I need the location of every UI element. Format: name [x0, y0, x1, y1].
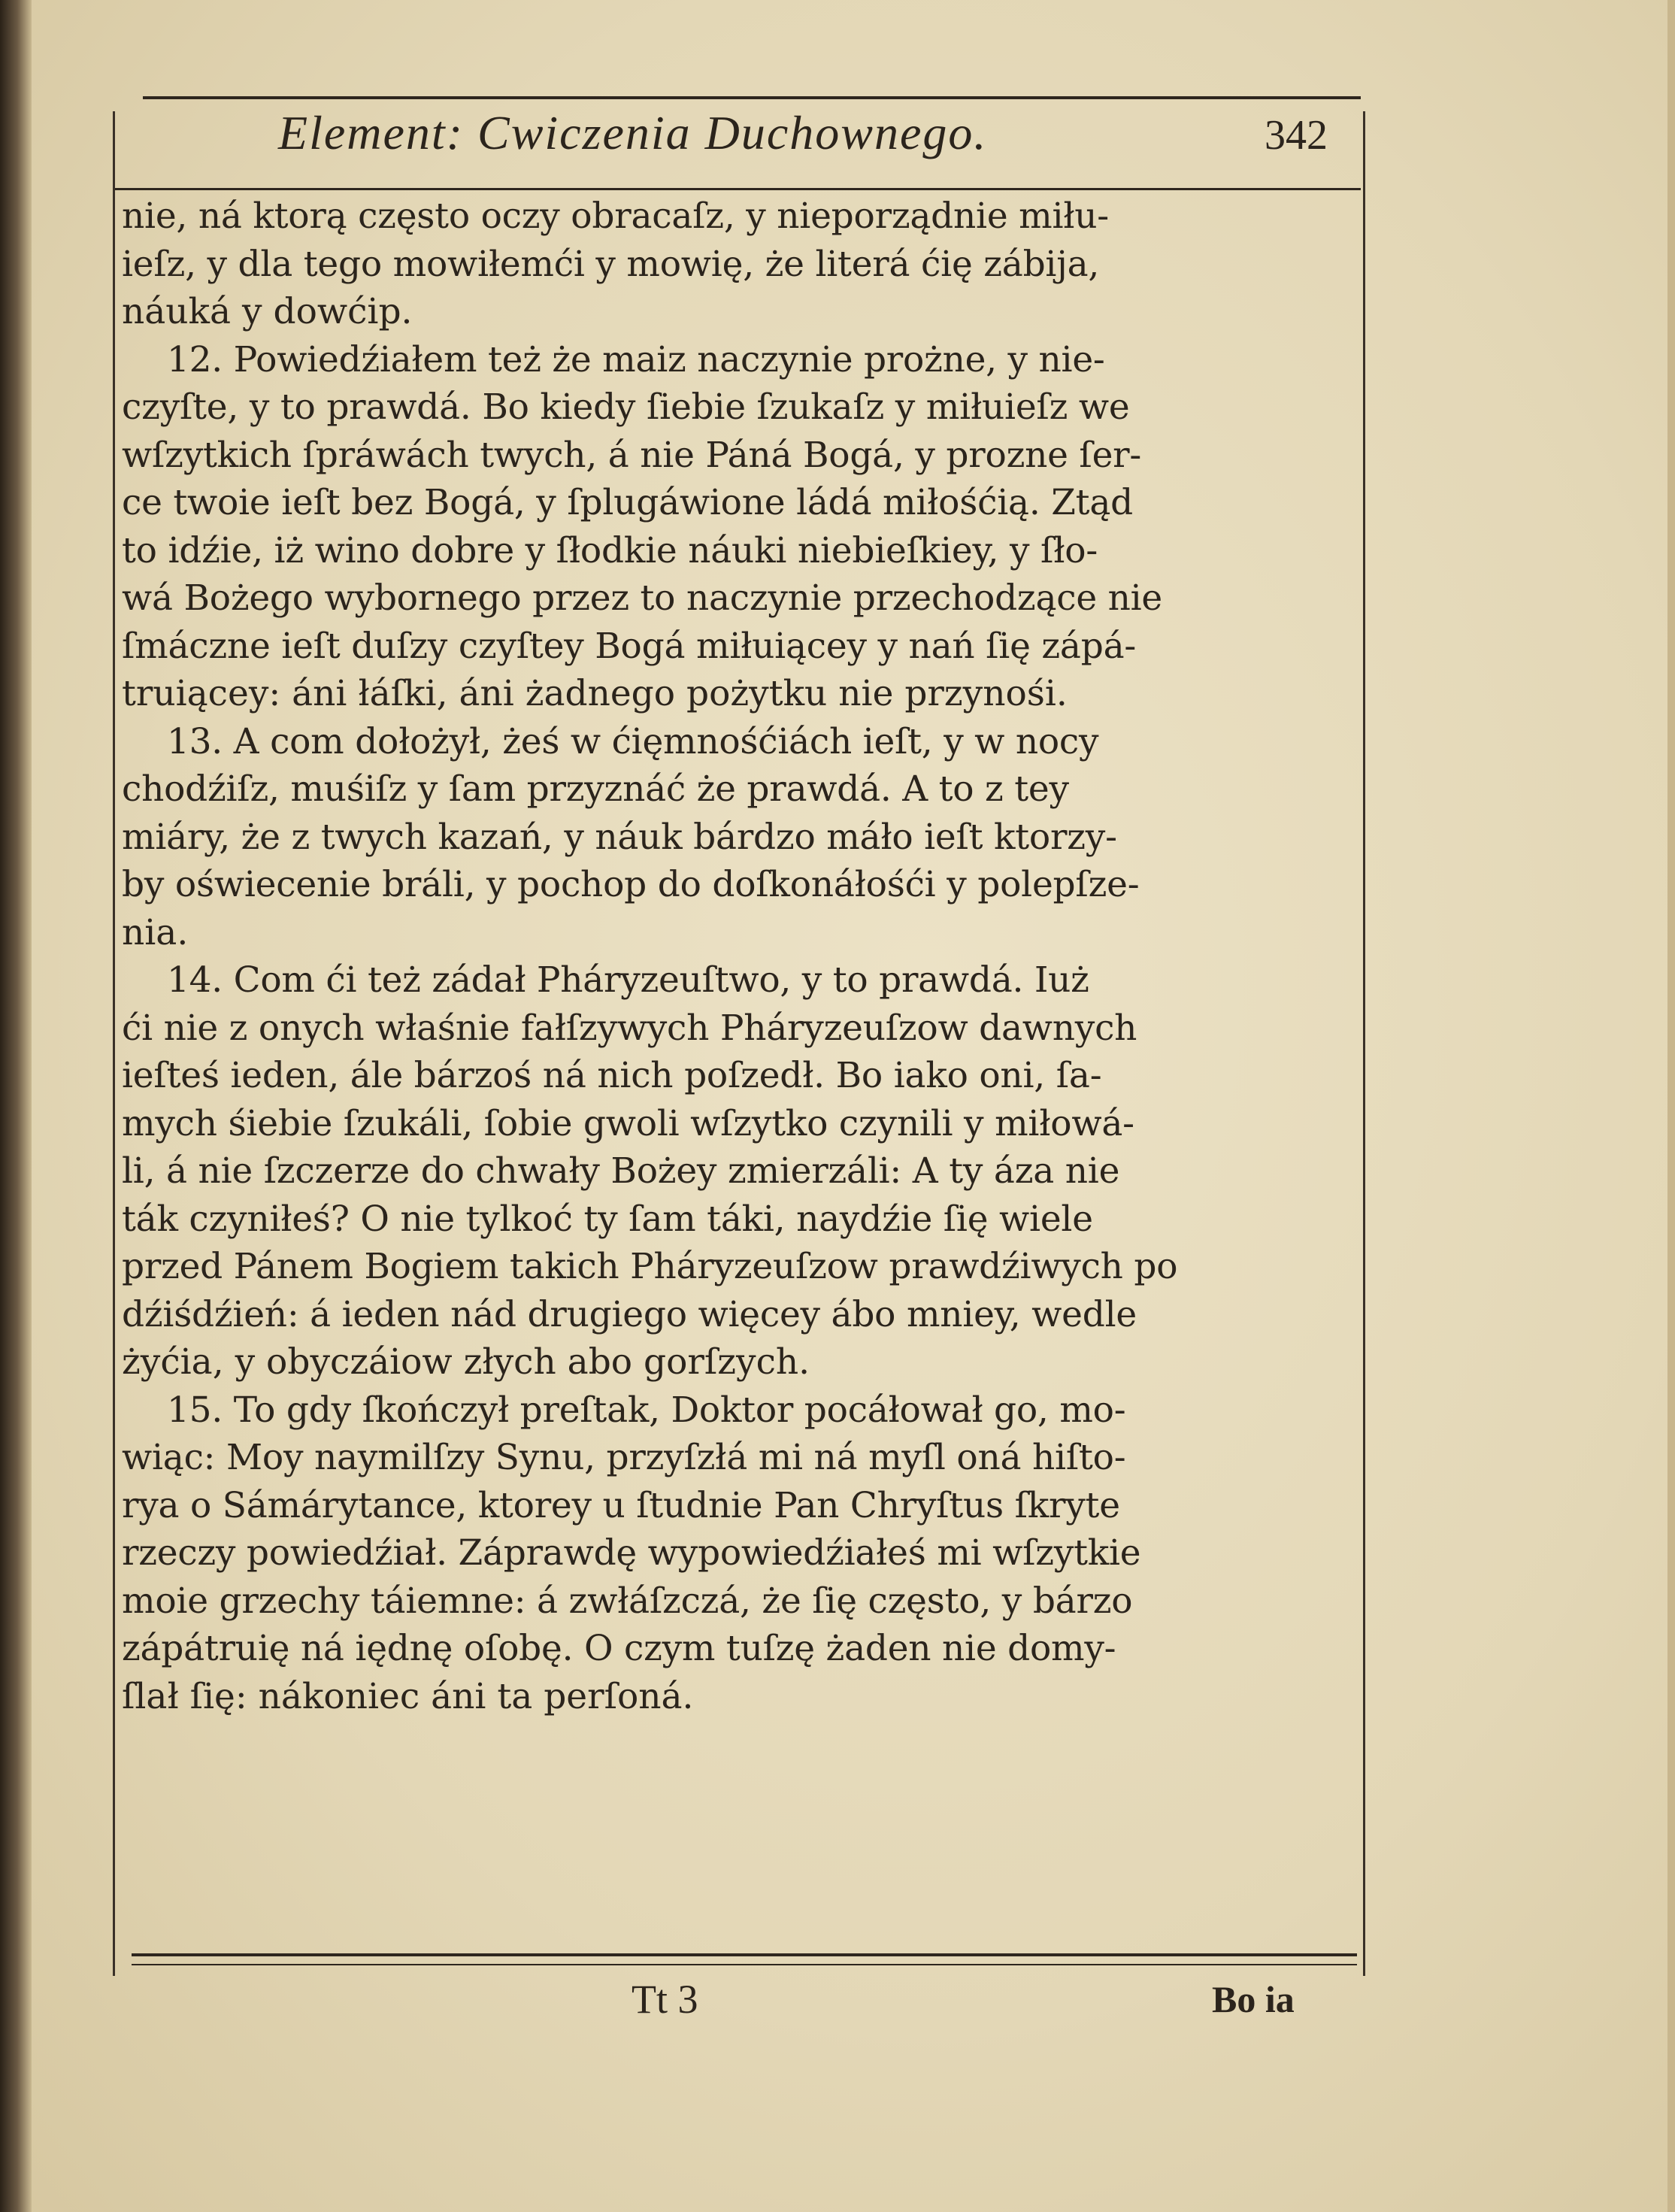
text-line: 13. A com dołożył, żeś w ćięmnośćiách ieſt, y w nocy: [167, 720, 1099, 762]
text-line: rzeczy powiedźiał. Záprawdę wypowiedźiałeś mi wſzytkie: [122, 1532, 1141, 1574]
text-line: chodźiſz, muśiſz y ſam przyznáć że prawdá. A to z tey: [122, 768, 1069, 810]
page-edge: [1667, 0, 1675, 2212]
text-line: dźiśdźień: á ieden nád drugiego więcey ábo mniey, wedle: [122, 1293, 1137, 1335]
text-line: nie, ná ktorą często oczy obracaſz, y nieporządnie miłu-: [122, 195, 1109, 237]
text-line: wſzytkich ſpráwách twych, á nie Páná Bogá, y prozne ſer-: [122, 434, 1142, 476]
header-rule: [143, 96, 1361, 99]
text-line: wá Bożego wybornego przez to naczynie przechodzące nie: [122, 577, 1162, 619]
text-line: wiąc: Moy naymilſzy Synu, przyſzłá mi ná myſl oná hiſto-: [122, 1437, 1126, 1478]
text-line: nia.: [122, 911, 189, 953]
text-line: miáry, że z twych kazań, y náuk bárdzo máło ieſt ktorzy-: [122, 816, 1117, 858]
text-line: truiącey: áni łáſki, áni żadnego pożytku nie przynośi.: [122, 673, 1068, 714]
text-line: ſlał ſię: nákoniec áni ta perſoná.: [122, 1675, 694, 1717]
catchword: Bo ia: [1212, 1978, 1295, 2020]
page-number: 342: [1265, 112, 1328, 159]
text-line: ći nie z onych właśnie fałſzywych Pháryzeuſzow dawnych: [122, 1007, 1137, 1049]
text-line: náuká y dowćip.: [122, 291, 413, 332]
text-line: by oświecenie bráli, y pochop do doſkonáłośći y polepſze-: [122, 864, 1140, 905]
text-line: ieſteś ieden, ále bárzoś ná nich poſzedł. Bo iako oni, ſa-: [122, 1055, 1102, 1096]
body-text: [122, 192, 1361, 1720]
text-line: 15. To gdy ſkończył preſtak, Doktor pocáłował go, mo-: [167, 1389, 1126, 1431]
text-line: 12. Powiedźiałem też że maiz naczynie prożne, y nie-: [167, 338, 1105, 380]
text-line: przed Pánem Bogiem takich Pháryzeuſzow prawdźiwych po: [122, 1246, 1178, 1287]
text-line: li, á nie ſzczerze do chwały Bożey zmierzáli: A ty áza nie: [122, 1150, 1120, 1192]
text-line: ieſz, y dla tego mowiłemći y mowię, że literá ćię zábija,: [122, 243, 1100, 285]
signature-mark: Tt 3: [632, 1977, 698, 2022]
text-line: rya o Sámárytance, ktorey u ſtudnie Pan Chryſtus ſkryte: [122, 1484, 1120, 1526]
text-line: ce twoie ieſt bez Bogá, y ſplugáwione ládá miłośćią. Ztąd: [122, 482, 1133, 523]
text-line: to idźie, iż wino dobre y ſłodkie náuki niebieſkiey, y ſło-: [122, 529, 1098, 571]
running-title: Element: Cwiczenia Duchownego.: [278, 106, 988, 159]
text-line: moie grzechy táiemne: á zwłáſzczá, że ſię często, y bárzo: [122, 1580, 1133, 1622]
text-line: zápátruię ná iędnę oſobę. O czym tuſzę żaden nie domy-: [122, 1628, 1116, 1669]
text-line: ſmáczne ieſt duſzy czyſtey Bogá miłuiącey y nań ſię zápá-: [122, 625, 1137, 667]
footer-rule-thin: [132, 1964, 1357, 1965]
text-line: 14. Com ći też zádał Pháryzeuſtwo, y to prawdá. Iuż: [167, 959, 1089, 1001]
footer-rule: [132, 1953, 1357, 1956]
text-line: mych śiebie ſzukáli, ſobie gwoli wſzytko czynili y miłowá-: [122, 1102, 1134, 1144]
book-gutter: [0, 0, 32, 2212]
text-line: czyſte, y to prawdá. Bo kiedy ſiebie ſzukaſz y miłuieſz we: [122, 386, 1130, 428]
text-line: żyćia, y obyczáiow złych abo gorſzych.: [122, 1341, 810, 1383]
text-line: ták czyniłeś? O nie tylkoć ty ſam táki, naydźie ſię wiele: [122, 1198, 1093, 1240]
